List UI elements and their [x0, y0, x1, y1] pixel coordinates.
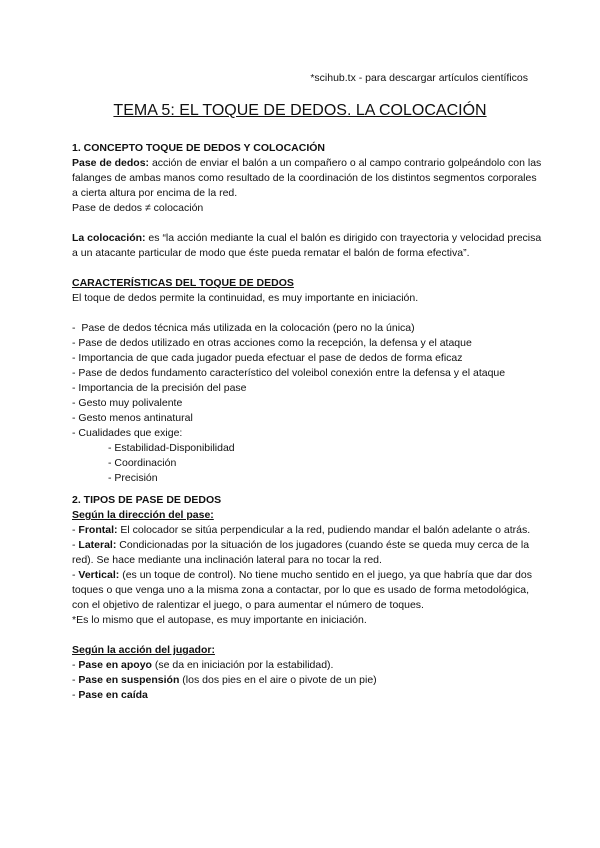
pase-def: acción de enviar el balón a un compañero o al campo contrario golpeándolo con las falanges de ambas manos como resultado de la coordinación de los distintos segmentos corporales a cierta altura por encima de la red. — [72, 157, 545, 199]
caracteristicas-intro: El toque de dedos permite la continuidad, es muy importante en iniciación. — [72, 292, 419, 304]
apoyo-item: - Pase en apoyo (se da en iniciación por la estabilidad). — [72, 659, 334, 671]
list-item: - Pase de dedos utilizado en otras acciones como la recepción, la defensa y el ataque — [72, 337, 472, 349]
frontal-item: - Frontal: El colocador se sitúa perpendicular a la red, pudiendo mandar el balón adelante o atrás. — [72, 524, 531, 536]
lateral-item: - Lateral: Condicionadas por la situación de los jugadores (cuando éste se queda muy cerca de la red). Se hace mediante una inclinación lateral para no tocar la red. — [72, 539, 532, 566]
direccion-heading: Según la dirección del pase: — [72, 509, 214, 521]
section2-heading: 2. TIPOS DE PASE DE DEDOS — [72, 494, 222, 506]
pase-note: Pase de dedos ≠ colocación — [72, 202, 204, 214]
sub-list-item: - Estabilidad-Disponibilidad — [108, 442, 235, 454]
caida-item: - Pase en caída — [72, 689, 148, 701]
apoyo-term: Pase en apoyo — [78, 659, 152, 671]
colocacion-def: es “la acción mediante la cual el balón es dirigido con trayectoria y velocidad precisa a un atacante particular de modo que éste pueda rematar el balón de forma efectiva”. — [72, 232, 545, 259]
list-item: - Importancia de la precisión del pase — [72, 382, 247, 394]
list-item: - Pase de dedos fundamento característico del voleibol conexión entre la defensa y el ataque — [72, 367, 506, 379]
caida-term: Pase en caída — [78, 689, 148, 701]
autopase-note: *Es lo mismo que el autopase, es muy importante en iniciación. — [72, 614, 367, 626]
colocacion-definition — [72, 231, 545, 261]
page-title: TEMA 5: EL TOQUE DE DEDOS. LA COLOCACIÓN — [113, 102, 487, 119]
list-item: - Gesto muy polivalente — [72, 397, 183, 409]
vertical-item: - Vertical: (es un toque de control). No tiene mucho sentido en el juego, ya que habría que dar dos toques o que venga uno a la misma zona a contactar, por lo que es usado de forma metodológica, con el objetivo de ralentizar el juego, o para aumentar el número de toques. — [72, 569, 535, 611]
accion-heading: Según la acción del jugador: — [72, 644, 215, 656]
list-item: - Importancia de que cada jugador pueda efectuar el pase de dedos de forma eficaz — [72, 352, 463, 364]
section1-heading: 1. CONCEPTO TOQUE DE DEDOS Y COLOCACIÓN — [72, 142, 326, 154]
vertical-def: (es un toque de control). No tiene mucho sentido en el juego, ya que habría que dar dos toques o que venga uno a la misma zona a contactar, por lo que es usado de forma metodológica, con el objetivo de ralentizar el juego, o para aumentar el número de toques. — [72, 569, 535, 611]
frontal-def: El colocador se sitúa perpendicular a la red, pudiendo mandar el balón adelante o atrás. — [117, 524, 531, 536]
vertical-term: Vertical: — [78, 569, 120, 581]
apoyo-def: (se da en iniciación por la estabilidad). — [151, 659, 334, 671]
document-body — [72, 141, 545, 703]
sub-list-item: - Coordinación — [108, 457, 177, 469]
lateral-term: Lateral: — [78, 539, 117, 551]
pase-definition — [72, 156, 545, 201]
frontal-term: Frontal: — [78, 524, 118, 536]
colocacion-term: La colocación: — [72, 232, 146, 244]
suspension-item: - Pase en suspensión (los dos pies en el aire o pivote de un pie) — [72, 674, 377, 686]
header-note: *scihub.tx - para descargar artículos científicos — [310, 72, 528, 84]
lateral-def: Condicionadas por la situación de los jugadores (cuando éste se queda muy cerca de la red). Se hace mediante una inclinación lateral para no tocar la red. — [72, 539, 532, 566]
pase-term: Pase de dedos: — [72, 157, 150, 169]
suspension-term: Pase en suspensión — [78, 674, 180, 686]
list-item: - Gesto menos antinatural — [72, 412, 193, 424]
caracteristicas-heading: CARACTERÍSTICAS DEL TOQUE DE DEDOS — [72, 277, 294, 289]
list-item: - Cualidades que exige: — [72, 427, 183, 439]
list-item: - Pase de dedos técnica más utilizada en la colocación (pero no la única) — [72, 322, 415, 334]
sub-list-item: - Precisión — [108, 472, 158, 484]
suspension-def: (los dos pies en el aire o pivote de un pie) — [179, 674, 377, 686]
